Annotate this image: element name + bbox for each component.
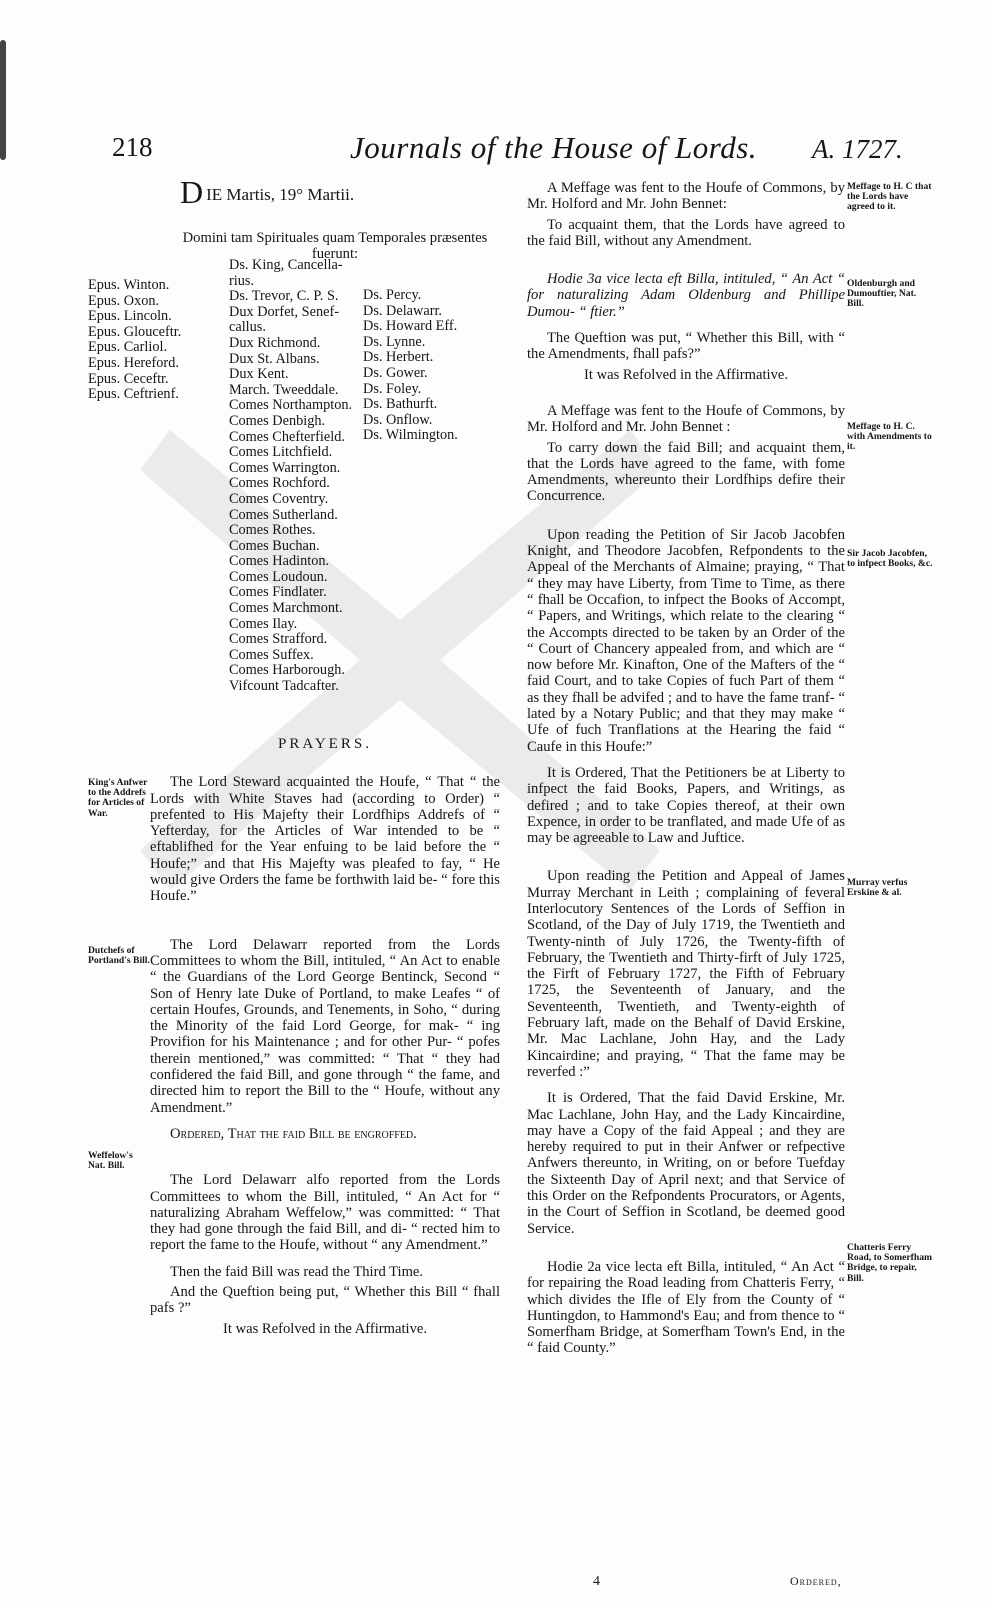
- lord-entry: Comes Coventry.: [229, 490, 329, 507]
- chatteris-bill-reading: Hodie 2a vice lecta eft Billa, intituled, “ An Act “ for repairing the Road leading from Chatteris Ferry, “ which divides the Ifle of Ely from the County of “ Huntingdon, to Hammond's Eau; and from thence to “ Somerfham Bridge, at Somerfham Town's End, in the “ faid County.”: [527, 1258, 845, 1357]
- page-number: 218: [112, 132, 153, 162]
- signature-mark: 4: [593, 1574, 600, 1589]
- lord-entry: Vifcount Tadcafter.: [229, 678, 339, 695]
- murray-order: It is Ordered, That the faid David Erskine, Mr. Mac Lachlane, John Hay, and the Lady Kincairdine, may have a Copy of the faid Appeal ; and they are hereby required to put in their Anfwer or refpective Anfwers thereunto, in Writing, on or before Tuefday the Sixteenth Day of April next; and that Service of this Order on the Refpondents Procurators, or Agents, in the Court of Seffion in Scotland, be deemed good Service.: [527, 1090, 845, 1237]
- bishops-list: [88, 278, 181, 403]
- lord-entry: Comes Strafford.: [229, 631, 328, 648]
- bishop-entry: Epus. Winton.: [88, 277, 170, 293]
- lords-list-middle: [229, 258, 352, 695]
- bishop-entry: Epus. Hereford.: [88, 354, 179, 371]
- lord-entry: Ds. Bathurft.: [363, 396, 438, 413]
- lord-entry: Comes Suffex.: [229, 646, 314, 663]
- portland-report-paragraph: The Lord Delawarr reported from the Lords Committees to whom the Bill, intituled, “ An Act to enable “ the Guardians of the Lord George Bentinck, Second “ Son of Henry late Duke of Portland, to make Leafes “ of certain Houfes, Grounds, and Tenements, in Soho, “ during the Minority of the faid Lord George, for mak- “ ing Provifion for his Maintenance ; and for other Pur- “ pofes therein mentioned,” was committed: “ That “ they had confidered the faid Bill, and gone through “ the fame, and directed him to report the Bill to the “ Houfe, without any Amendment.”: [150, 936, 500, 1116]
- present-heading: Domini tam Spirituales quam Temporales præsentes fuerunt:: [182, 230, 488, 263]
- carry-down-bill: To carry down the faid Bill; and acquaint them, that the Lords have agreed to the fame, with fome Amendments, whereunto their Lordfhips defire their Concurrence.: [527, 439, 845, 505]
- lord-entry: March. Tweeddale.: [229, 381, 339, 398]
- message-commons-1: A Meffage was fent to the Houfe of Commons, by Mr. Holford and Mr. John Bennet:: [527, 180, 845, 213]
- lord-entry: Comes Hadinton.: [229, 553, 330, 570]
- jacobfen-order: It is Ordered, That the Petitioners be at Liberty to infpect the faid Books, Papers, and Writings, as defired ; and to take Copies thereof, at their own Expence, in order to be tranflated, and made Ufe of as may be agreeable to Law and Juftice.: [527, 764, 845, 847]
- bishop-entry: Epus. Ceftrienf.: [88, 386, 179, 403]
- prayers-heading: PRAYERS.: [278, 736, 372, 752]
- margin-note-oldenburgh: Oldenburgh and Dumouftier, Nat. Bill.: [847, 278, 917, 310]
- weffelow-report-paragraph: The Lord Delawarr alfo reported from the Lords Committees to whom the Bill, intituled, “ An Act for “ naturalizing Abraham Weffelow,” was committed: “ That they had gone through the faid Bill, and di- “ rected him to report the fame to the Houfe, without “ any Amendment.”: [150, 1172, 500, 1254]
- bishop-entry: Epus. Ceceftr.: [88, 370, 169, 387]
- left-column: [150, 174, 500, 263]
- lord-entry: Comes Rochford.: [229, 475, 330, 492]
- lord-entry: Ds. King, Cancella-: [229, 257, 343, 273]
- lord-entry: Comes Northampton.: [229, 397, 353, 414]
- margin-note-murray: Murray verfus Erskine & al.: [847, 877, 908, 899]
- question-put: And the Queftion being put, “ Whether this Bill “ fhall pafs ?”: [150, 1284, 500, 1317]
- engrossed-order: Ordered, That the faid Bill be engroffed.: [170, 1125, 417, 1142]
- lord-entry: Ds. Foley.: [363, 380, 422, 397]
- bishop-entry: Epus. Glouceftr.: [88, 323, 182, 340]
- lord-entry: Dux St. Albans.: [229, 350, 320, 367]
- lord-entry: Dux Kent.: [229, 366, 289, 383]
- message-commons-2: A Meffage was fent to the Houfe of Commons, by Mr. Holford and Mr. John Bennet :: [527, 402, 845, 436]
- bishop-entry: Epus. Oxon.: [88, 292, 160, 309]
- right-column: [527, 180, 845, 1357]
- date-text: IE Martis, 19° Martii.: [206, 185, 355, 204]
- murray-petition: Upon reading the Petition and Appeal of James Murray Merchant in Leith ; complaining of feveral Interlocutory Sentences of the Lords of Seffion in Scotland, of the Day of July 1719, the Twentieth and Twenty-ninth of July 1726, the Twenty-fifth of February, the Twentieth and Thirty-firft of July 1725, the Firft of February 1727, the Fifth of February 1725, the Seventeenth of January, and the Seventeenth, Twentieth, and Twenty-eighth of February laft, made on the Behalf of David Erskine, Mr. Mac Lachlane, John Hay, and the Lady Kincairdine; and praying, “ That the fame may be reverfed :”: [527, 868, 845, 1080]
- lord-entry: Comes Ilay.: [229, 615, 298, 632]
- lord-entry: Ds. Delawarr.: [363, 302, 443, 319]
- acquaint-lords-agreed: To acquaint them, that the Lords have agreed to the faid Bill, without any Amendment.: [527, 216, 845, 249]
- lord-entry: Comes Chefterfield.: [229, 428, 345, 445]
- lord-entry: Ds. Onflow.: [363, 411, 433, 428]
- margin-note-message-commons: Meffage to H. C that the Lords have agreed to it.: [847, 181, 932, 213]
- left-column-body: [150, 736, 500, 1337]
- lord-entry: Ds. Lynne.: [363, 333, 426, 350]
- lord-entry: Comes Findlater.: [229, 584, 327, 601]
- lord-entry: Dux Richmond.: [229, 334, 321, 351]
- oldenburg-question: The Queftion was put, “ Whether this Bill, with “ the Amendments, fhall pafs?”: [527, 330, 845, 363]
- lord-entry: Comes Harborough.: [229, 662, 345, 679]
- lord-entry: Comes Denbigh.: [229, 412, 326, 429]
- lords-list-right: [363, 288, 458, 444]
- lord-entry: Comes Litchfield.: [229, 444, 333, 461]
- lord-entry: Ds. Trevor, C. P. S.: [229, 288, 339, 305]
- lord-entry: callus.: [229, 319, 266, 336]
- lord-entry: Comes Sutherland.: [229, 506, 338, 523]
- bishop-entry: Epus. Carliol.: [88, 339, 168, 356]
- running-title: Journals of the House of Lords.: [350, 130, 758, 165]
- lord-entry: Comes Loudoun.: [229, 568, 328, 585]
- resolved-affirmative: It was Refolved in the Affirmative.: [223, 1320, 427, 1337]
- lord-entry: Comes Warrington.: [229, 459, 341, 476]
- sitting-date: [150, 174, 500, 210]
- page-year: A. 1727.: [812, 134, 903, 164]
- margin-note-jacobfen: Sir Jacob Jacobfen, to infpect Books, &c.: [847, 548, 933, 570]
- oldenburg-bill-reading: Hodie 3a vice lecta eft Billa, intituled, “ An Act “ for naturalizing Adam Oldenburg and Phillipe Dumou- “ ftier.”: [527, 271, 845, 320]
- third-reading: Then the faid Bill was read the Third Time.: [170, 1263, 424, 1280]
- jacobfen-petition: Upon reading the Petition of Sir Jacob Jacobfen Knight, and Theodore Jacobfen, Refpondents to the Appeal of the Merchants of Almaine; praying, “ That “ they may have Liberty, from Time to Time, as there “ fhall be Occafion, to infpect the Books of Accompt, “ Papers, and Writings, which relate to the clearing “ the Accompts directed to be taken by an Order of the “ Court of Chancery appealed from, and which are “ now before Mr. Kinafton, One of the Mafters of the “ faid Court, and to take Copies of fuch Part of them “ as they fhall be advifed ; and to have the fame tranf- “ lated by a Notary Public; and that they may make “ Ufe of fuch Tranflations at the Hearing the faid “ Caufe in this Houfe:”: [527, 526, 845, 755]
- lord-entry: rius.: [229, 272, 255, 289]
- margin-note-message-amendments: Meffage to H. C. with Amendments to it.: [847, 421, 932, 453]
- margin-note-portland: Dutchefs of Portland's Bill.: [88, 945, 150, 967]
- lord-entry: Comes Marchmont.: [229, 600, 343, 617]
- margin-note-kings-answer: King's Anfwer to the Addrefs for Articles of War.: [88, 777, 148, 819]
- lord-entry: Ds. Herbert.: [363, 349, 434, 366]
- lord-entry: Ds. Wilmington.: [363, 427, 458, 444]
- date-dropcap: D: [180, 174, 204, 210]
- lord-entry: Ds. Gower.: [363, 364, 428, 381]
- lord-entry: Comes Buchan.: [229, 537, 320, 554]
- bishop-entry: Epus. Lincoln.: [88, 308, 172, 325]
- kings-answer-paragraph: The Lord Steward acquainted the Houfe, “ That “ the Lords with White Staves had (according to Order) “ prefented to His Majefty their Lordfhips Addrefs of “ Yefterday, for the Articles of War intended to be “ eftablifhed for the Year enfuing to be laid before the “ Houfe;” and that His Majefty was pleafed to fay, “ He would give Orders the fame be forthwith laid be- “ fore this Houfe.”: [150, 774, 500, 905]
- lord-entry: Ds. Percy.: [363, 287, 422, 303]
- lord-entry: Dux Dorfet, Senef-: [229, 303, 339, 320]
- margin-note-chatteris: Chatteris Ferry Road, to Somerfham Bridge, to repair, Bill.: [847, 1242, 933, 1284]
- binding-mark: [0, 40, 6, 160]
- oldenburg-resolved: It was Refolved in the Affirmative.: [584, 366, 788, 383]
- catchword: Ordered,: [790, 1574, 842, 1588]
- lord-entry: Comes Rothes.: [229, 522, 316, 539]
- margin-note-weffelow: Weffelow's Nat. Bill.: [88, 1150, 133, 1172]
- lord-entry: Ds. Howard Eff.: [363, 318, 458, 335]
